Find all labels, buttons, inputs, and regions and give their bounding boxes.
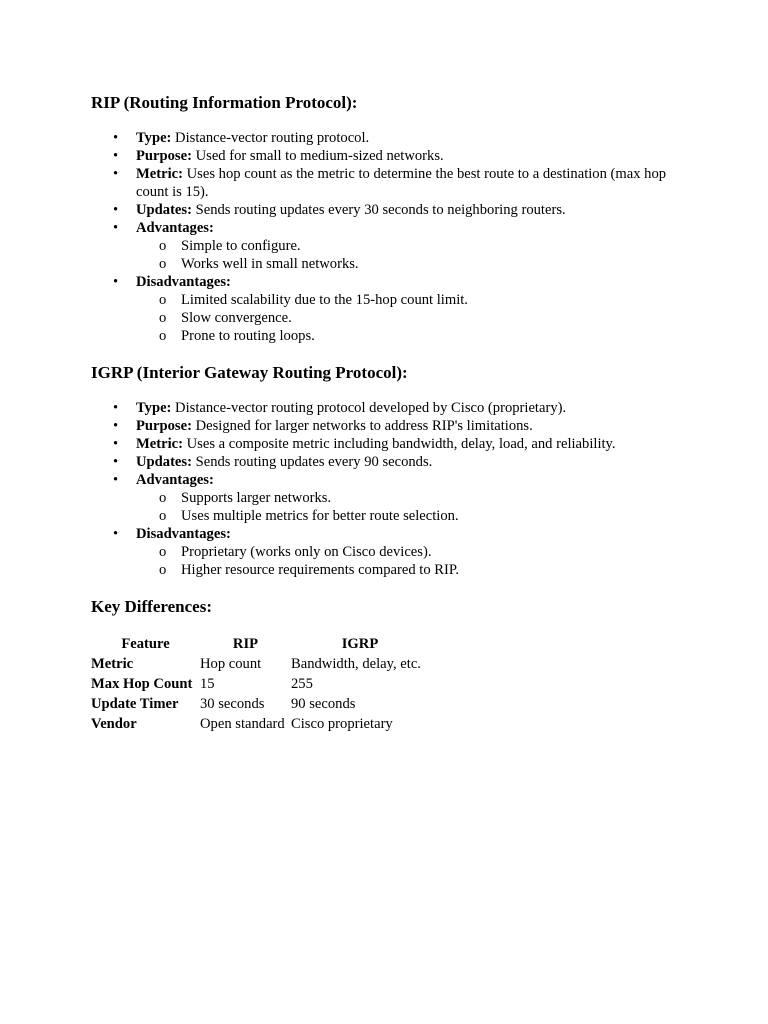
sub-list-item: o Proprietary (works only on Cisco devices). [181, 543, 678, 561]
item-label: Type: [136, 400, 172, 416]
table-row [91, 694, 429, 714]
list-item [136, 399, 678, 417]
sub-list [136, 543, 678, 579]
list-item [136, 453, 678, 471]
column-header: Feature [121, 636, 170, 652]
sub-list-item: o Slow convergence. [181, 309, 678, 327]
differences-table [91, 634, 429, 734]
table-row [91, 654, 429, 674]
item-label: Disadvantages: [136, 274, 231, 290]
list-item [136, 435, 678, 453]
list-item [136, 219, 678, 273]
item-label: Purpose: [136, 148, 192, 164]
item-text: Uses hop count as the metric to determine the best route to a destination (max hop count is 15). [136, 166, 667, 200]
item-label: Advantages: [136, 220, 214, 236]
sub-list-item: o Limited scalability due to the 15-hop count limit. [181, 291, 678, 309]
item-label: Type: [136, 130, 172, 146]
item-text: Designed for larger networks to address RIP's limitations. [191, 418, 533, 434]
table-cell: Vendor [91, 716, 137, 732]
item-text: Distance-vector routing protocol. [171, 130, 370, 146]
sub-list-item: o Uses multiple metrics for better route selection. [181, 507, 678, 525]
igrp-heading: IGRP (Interior Gateway Routing Protocol): [91, 363, 408, 382]
table-cell: Hop count [200, 656, 262, 672]
list-item [136, 201, 678, 219]
table-header-row [91, 634, 429, 654]
item-label: Metric: [136, 436, 183, 452]
list-item [136, 471, 678, 525]
igrp-list [91, 399, 678, 579]
table-cell: 255 [291, 676, 313, 692]
sub-list-item: o Supports larger networks. [181, 489, 678, 507]
table-cell: 15 [200, 676, 215, 692]
item-text: Uses a composite metric including bandwidth, delay, load, and reliability. [182, 436, 616, 452]
list-item [136, 165, 678, 201]
list-item [136, 129, 678, 147]
rip-list [91, 129, 678, 345]
table-cell: Cisco proprietary [291, 716, 393, 732]
item-label: Updates: [136, 454, 192, 470]
item-label: Disadvantages: [136, 526, 231, 542]
table-cell: Open standard [200, 716, 285, 732]
rip-heading: RIP (Routing Information Protocol): [91, 93, 358, 112]
table-cell: Bandwidth, delay, etc. [291, 656, 421, 672]
table-row [91, 674, 429, 694]
table-cell: 90 seconds [291, 696, 356, 712]
list-item [136, 525, 678, 579]
item-label: Advantages: [136, 472, 214, 488]
item-label: Metric: [136, 166, 183, 182]
list-item [136, 147, 678, 165]
list-item [136, 273, 678, 345]
table-cell: Max Hop Count [91, 676, 193, 692]
differences-heading: Key Differences: [91, 597, 212, 616]
sub-list [136, 489, 678, 525]
column-header: IGRP [341, 636, 379, 652]
sub-list-item: o Higher resource requirements compared to RIP. [181, 561, 678, 579]
item-label: Updates: [136, 202, 192, 218]
sub-list-item: o Simple to configure. [181, 237, 678, 255]
list-item [136, 417, 678, 435]
sub-list [136, 291, 678, 345]
table-row [91, 714, 429, 734]
column-header: RIP [232, 636, 259, 652]
item-text: Distance-vector routing protocol developed by Cisco (proprietary). [171, 400, 567, 416]
sub-list-item: o Prone to routing loops. [181, 327, 678, 345]
table-cell: Update Timer [91, 696, 179, 712]
item-label: Purpose: [136, 418, 192, 434]
item-text: Used for small to medium-sized networks. [191, 148, 444, 164]
sub-list [136, 237, 678, 273]
table-cell: 30 seconds [200, 696, 265, 712]
item-text: Sends routing updates every 30 seconds to neighboring routers. [191, 202, 566, 218]
table-cell: Metric [91, 656, 134, 672]
sub-list-item: o Works well in small networks. [181, 255, 678, 273]
item-text: Sends routing updates every 90 seconds. [191, 454, 433, 470]
